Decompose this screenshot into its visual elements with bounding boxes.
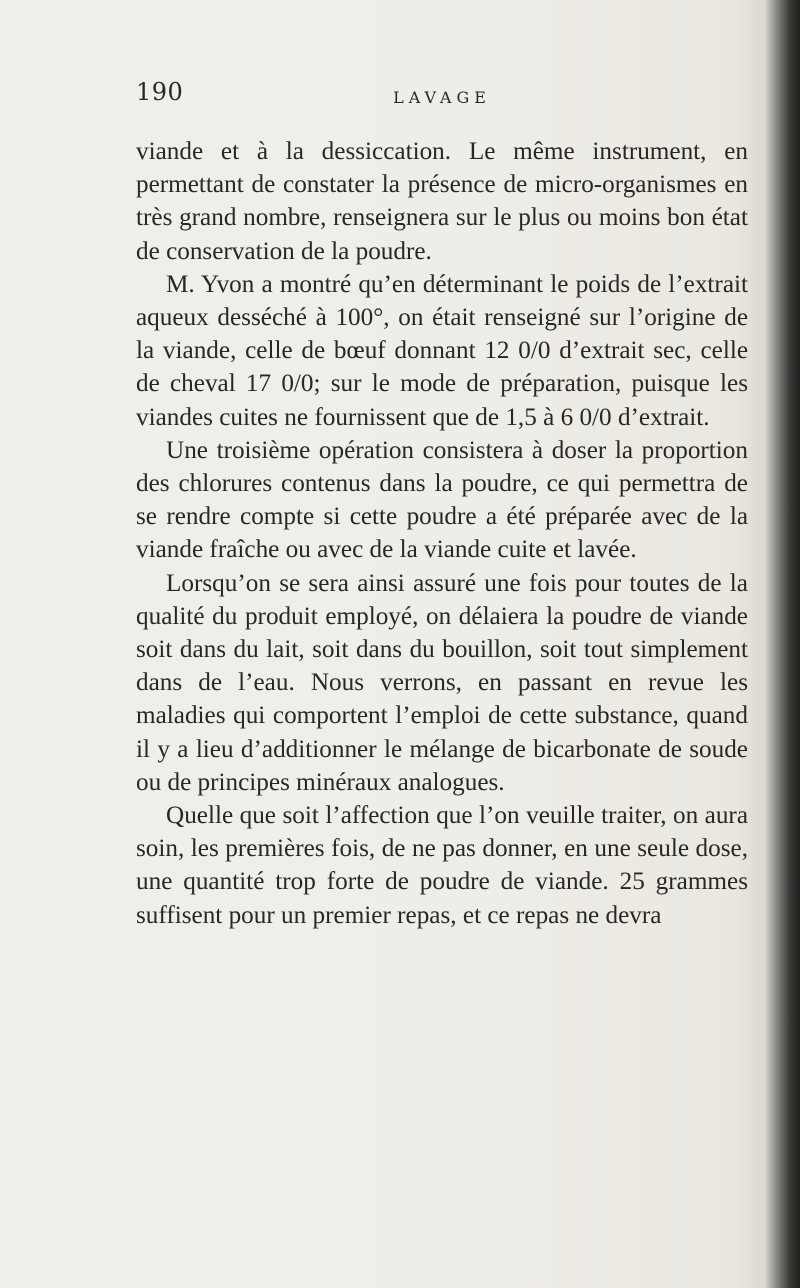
paragraph: viande et à la dessiccation. Le même instrument, en permettant de constater la présence de micro-organismes en très grand nombre, renseignera sur le plus ou moins bon état de conservation de la poudre. — [136, 138, 748, 265]
page-header — [136, 78, 748, 118]
paragraph: Une troisième opération consistera à doser la proportion des chlorures contenus dans la poudre, ce qui permettra de se rendre compte si cette poudre a été préparée avec de la viande fraîche ou avec de la viande cuite et lavée. — [136, 436, 748, 564]
paragraph: Quelle que soit l’affection que l’on veuille traiter, on aura soin, les premières fois, de ne pas donner, en une seule dose, une quantité trop forte de poudre de viande. 25 grammes suffisent pour un premier repas, et ce repas ne devra — [136, 802, 748, 929]
paragraph: Lorsqu’on se sera ainsi assuré une fois pour toutes de la qualité du produit employé, on délaiera la poudre de viande soit dans du lait, soit dans du bouillon, soit tout simplement dans de l’eau. Nous verrons, en passant en revue les maladies qui comportent l’emploi de cette substance, quand il y a lieu d’additionner le mélange de bicarbonate de soude ou de principes minéraux analogues. — [136, 569, 748, 796]
running-head: LAVAGE — [393, 88, 491, 107]
paragraph: M. Yvon a montré qu’en déterminant le poids de l’extrait aqueux desséché à 100°, on était renseigné sur l’origine de la viande, celle de bœuf donnant 12 0/0 d’extrait sec, celle de cheval 17 0/0; sur le mode de préparation, puisque les viandes cuites ne fournissent que de 1,5 à 6 0/0 d’extrait. — [136, 270, 748, 431]
body-text — [136, 135, 748, 932]
page-number: 190 — [136, 78, 184, 106]
binding-edge — [766, 0, 800, 1288]
